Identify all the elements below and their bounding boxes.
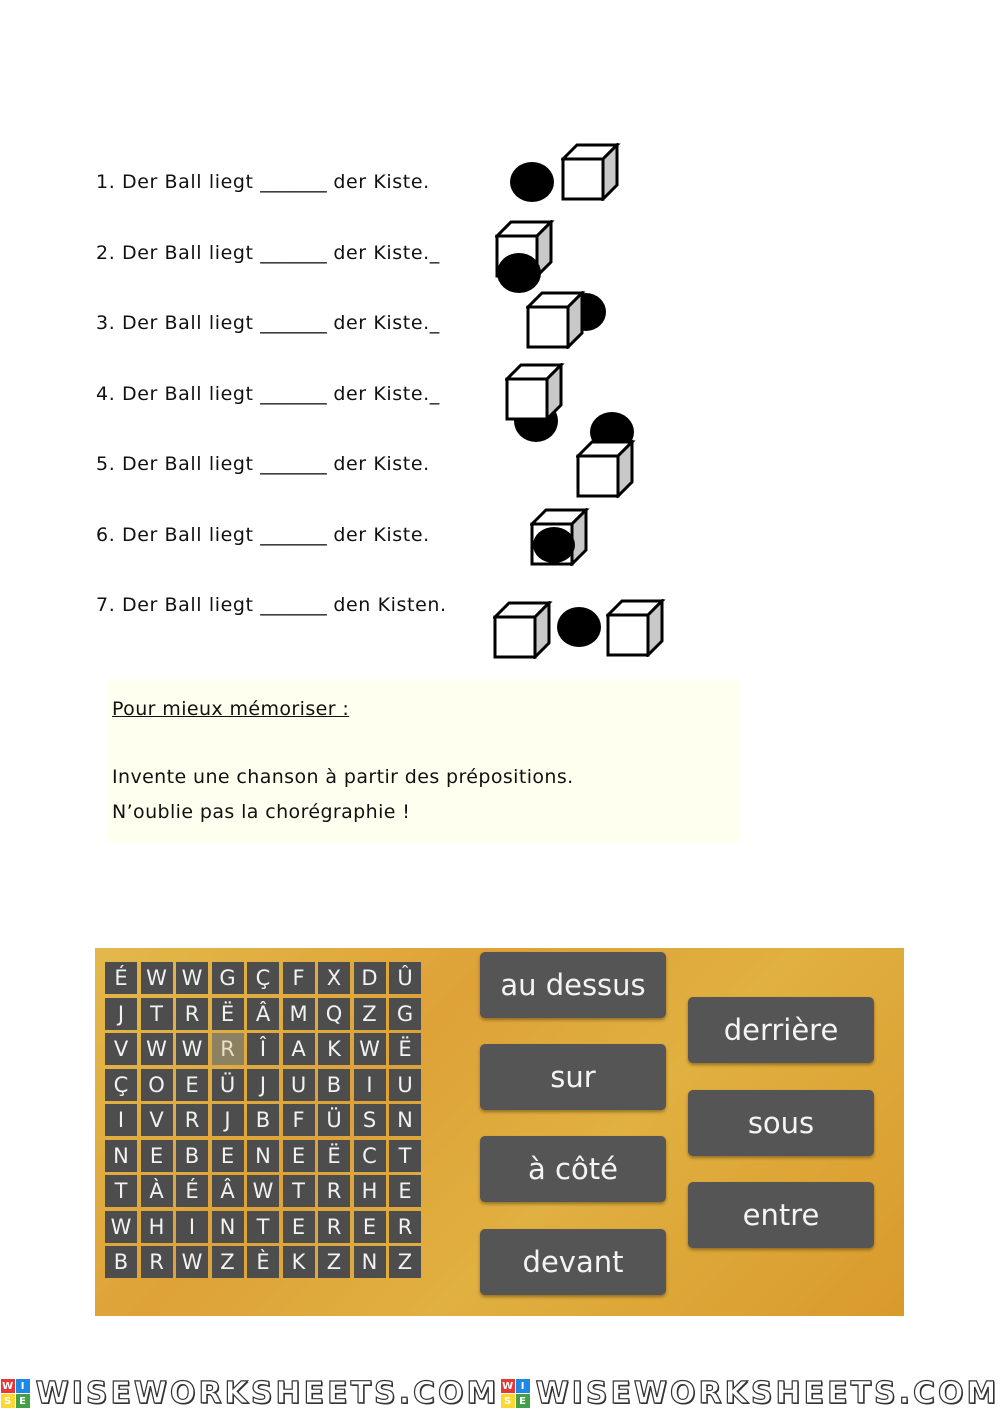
grid-cell[interactable]: N — [389, 1104, 421, 1136]
brand-text: WISEWORKSHEETS.COM — [35, 1376, 500, 1411]
grid-cell[interactable]: T — [105, 1175, 137, 1207]
logo-letter: I — [516, 1379, 530, 1393]
brand-logo-icon — [501, 1379, 530, 1408]
sentence-1 — [96, 171, 430, 193]
grid-cell[interactable]: Z — [354, 998, 386, 1030]
grid-cell[interactable]: H — [354, 1175, 386, 1207]
answer-blank[interactable]: _______ — [260, 453, 327, 475]
grid-cell[interactable]: Ç — [105, 1069, 137, 1101]
grid-cell[interactable]: D — [354, 962, 386, 994]
grid-cell[interactable]: F — [283, 962, 315, 994]
brand-logo-icon — [1, 1379, 30, 1408]
grid-cell[interactable]: Z — [212, 1246, 244, 1278]
sentence-end: der Kiste. — [333, 171, 430, 193]
grid-cell[interactable]: E — [176, 1069, 208, 1101]
word-sous[interactable]: sous — [688, 1090, 874, 1156]
logo-letter: E — [516, 1394, 530, 1408]
grid-cell[interactable]: J — [212, 1104, 244, 1136]
grid-cell[interactable]: I — [176, 1211, 208, 1243]
letter-grid — [105, 962, 421, 1278]
grid-cell[interactable]: R — [318, 1211, 350, 1243]
grid-cell[interactable]: N — [105, 1140, 137, 1172]
grid-cell[interactable]: V — [141, 1104, 173, 1136]
memo-line-1: Invente une chanson à partir des prépositions. — [112, 766, 574, 788]
sentence-7 — [96, 594, 447, 616]
word-sur[interactable]: sur — [480, 1044, 666, 1110]
ball-icon — [510, 162, 554, 202]
word-derriere[interactable]: derrière — [688, 997, 874, 1063]
answer-blank[interactable]: _______ — [260, 171, 327, 193]
ball-icon — [533, 527, 575, 563]
grid-cell[interactable]: W — [176, 1246, 208, 1278]
grid-cell[interactable]: Û — [389, 962, 421, 994]
grid-cell[interactable]: W — [176, 962, 208, 994]
word-au-dessus[interactable]: au dessus — [480, 952, 666, 1018]
grid-cell[interactable]: W — [354, 1033, 386, 1065]
grid-cell[interactable]: Ü — [318, 1104, 350, 1136]
grid-cell[interactable]: N — [212, 1211, 244, 1243]
brand-mark — [501, 1376, 1000, 1411]
sentence-3 — [96, 312, 440, 334]
grid-cell[interactable]: W — [141, 1033, 173, 1065]
sentence-end: der Kiste._ — [333, 312, 440, 334]
sentence-start: Der Ball liegt — [121, 594, 254, 616]
footer-watermark — [0, 1374, 1000, 1413]
grid-cell[interactable]: R — [212, 1033, 244, 1065]
grid-cell[interactable]: Î — [247, 1033, 279, 1065]
logo-letter: E — [16, 1394, 30, 1408]
brand-mark — [1, 1376, 500, 1411]
grid-cell[interactable]: T — [283, 1175, 315, 1207]
grid-cell[interactable]: R — [318, 1175, 350, 1207]
sentence-number: 4. — [96, 383, 116, 405]
grid-cell[interactable]: W — [105, 1211, 137, 1243]
grid-cell[interactable]: R — [176, 998, 208, 1030]
box-icon — [576, 440, 636, 498]
grid-cell[interactable]: À — [141, 1175, 173, 1207]
grid-cell[interactable]: N — [247, 1140, 279, 1172]
grid-cell[interactable]: O — [141, 1069, 173, 1101]
answer-blank[interactable]: _______ — [260, 383, 327, 405]
sentence-number: 2. — [96, 242, 116, 264]
grid-cell[interactable]: F — [283, 1104, 315, 1136]
box-icon — [606, 599, 666, 657]
grid-cell[interactable]: X — [318, 962, 350, 994]
grid-cell[interactable]: E — [283, 1140, 315, 1172]
box-icon — [526, 291, 586, 349]
grid-cell[interactable]: W — [141, 962, 173, 994]
sentence-start: Der Ball liegt — [121, 453, 254, 475]
sentence-2 — [96, 242, 440, 264]
grid-cell[interactable]: Ë — [212, 998, 244, 1030]
grid-cell[interactable]: B — [247, 1104, 279, 1136]
memo-title: Pour mieux mémoriser : — [112, 698, 350, 720]
grid-cell[interactable]: T — [247, 1211, 279, 1243]
grid-cell[interactable]: V — [105, 1033, 137, 1065]
grid-cell[interactable]: G — [212, 962, 244, 994]
grid-cell[interactable]: E — [283, 1211, 315, 1243]
grid-cell[interactable]: W — [176, 1033, 208, 1065]
answer-blank[interactable]: _______ — [260, 312, 327, 334]
grid-cell[interactable]: E — [212, 1140, 244, 1172]
ball-icon — [497, 253, 541, 293]
word-entre[interactable]: entre — [688, 1182, 874, 1248]
logo-letter: W — [502, 1380, 514, 1392]
grid-cell[interactable]: N — [354, 1246, 386, 1278]
logo-letter: S — [1, 1394, 15, 1408]
grid-cell[interactable]: I — [105, 1104, 137, 1136]
sentence-4 — [96, 383, 440, 405]
grid-cell[interactable]: É — [105, 962, 137, 994]
grid-cell[interactable]: K — [283, 1246, 315, 1278]
sentence-start: Der Ball liegt — [121, 171, 254, 193]
grid-cell[interactable]: E — [389, 1175, 421, 1207]
grid-cell[interactable]: J — [247, 1069, 279, 1101]
box-icon — [493, 601, 553, 659]
sentence-number: 5. — [96, 453, 116, 475]
sentence-number: 3. — [96, 312, 116, 334]
grid-cell[interactable]: C — [354, 1140, 386, 1172]
logo-letter: S — [501, 1394, 515, 1408]
sentence-end: der Kiste._ — [333, 242, 440, 264]
sentence-start: Der Ball liegt — [121, 312, 254, 334]
grid-cell[interactable]: T — [389, 1140, 421, 1172]
sentence-end: der Kiste._ — [333, 383, 440, 405]
grid-cell[interactable]: Ë — [318, 1140, 350, 1172]
sentence-end: den Kisten. — [333, 594, 447, 616]
grid-cell[interactable]: A — [283, 1033, 315, 1065]
sentence-end: der Kiste. — [333, 453, 430, 475]
sentence-5 — [96, 453, 430, 475]
logo-letter: W — [2, 1380, 14, 1392]
grid-cell[interactable]: S — [354, 1104, 386, 1136]
grid-cell[interactable]: Q — [318, 998, 350, 1030]
answer-blank[interactable]: _______ — [260, 242, 327, 264]
answer-blank[interactable]: _______ — [260, 524, 327, 546]
grid-cell[interactable]: T — [141, 998, 173, 1030]
grid-cell[interactable]: B — [318, 1069, 350, 1101]
grid-cell[interactable]: E — [141, 1140, 173, 1172]
grid-cell[interactable]: Ü — [212, 1069, 244, 1101]
sentence-6 — [96, 524, 430, 546]
sentence-number: 6. — [96, 524, 116, 546]
logo-letter: I — [16, 1379, 30, 1393]
grid-cell[interactable]: Ç — [247, 962, 279, 994]
grid-cell[interactable]: R — [389, 1211, 421, 1243]
grid-cell[interactable]: K — [318, 1033, 350, 1065]
memo-box — [108, 680, 740, 842]
grid-cell[interactable]: U — [283, 1069, 315, 1101]
word-devant[interactable]: devant — [480, 1229, 666, 1295]
ball-icon — [557, 607, 601, 647]
grid-cell[interactable]: Ë — [389, 1033, 421, 1065]
grid-cell[interactable]: I — [354, 1069, 386, 1101]
grid-cell[interactable]: B — [105, 1246, 137, 1278]
box-icon — [505, 363, 565, 421]
box-icon — [561, 143, 621, 201]
grid-cell[interactable]: J — [105, 998, 137, 1030]
answer-blank[interactable]: _______ — [260, 594, 327, 616]
word-a-cote[interactable]: à côté — [480, 1136, 666, 1202]
sentence-number: 1. — [96, 171, 116, 193]
grid-cell[interactable]: M — [283, 998, 315, 1030]
grid-cell[interactable]: R — [176, 1104, 208, 1136]
grid-cell[interactable]: Â — [212, 1175, 244, 1207]
sentence-start: Der Ball liegt — [121, 242, 254, 264]
sentence-number: 7. — [96, 594, 116, 616]
brand-text: WISEWORKSHEETS.COM — [535, 1376, 1000, 1411]
sentence-start: Der Ball liegt — [121, 383, 254, 405]
grid-cell[interactable]: R — [141, 1246, 173, 1278]
memo-line-2: N’oublie pas la chorégraphie ! — [112, 801, 411, 823]
wordsearch-game — [95, 948, 904, 1316]
grid-cell[interactable]: Z — [389, 1246, 421, 1278]
grid-cell[interactable]: E — [354, 1211, 386, 1243]
sentence-start: Der Ball liegt — [121, 524, 254, 546]
grid-cell[interactable]: É — [176, 1175, 208, 1207]
grid-cell[interactable]: H — [141, 1211, 173, 1243]
grid-cell[interactable]: Â — [247, 998, 279, 1030]
grid-cell[interactable]: B — [176, 1140, 208, 1172]
grid-cell[interactable]: W — [247, 1175, 279, 1207]
grid-cell[interactable]: U — [389, 1069, 421, 1101]
sentence-end: der Kiste. — [333, 524, 430, 546]
grid-cell[interactable]: G — [389, 998, 421, 1030]
grid-cell[interactable]: È — [247, 1246, 279, 1278]
grid-cell[interactable]: Z — [318, 1246, 350, 1278]
